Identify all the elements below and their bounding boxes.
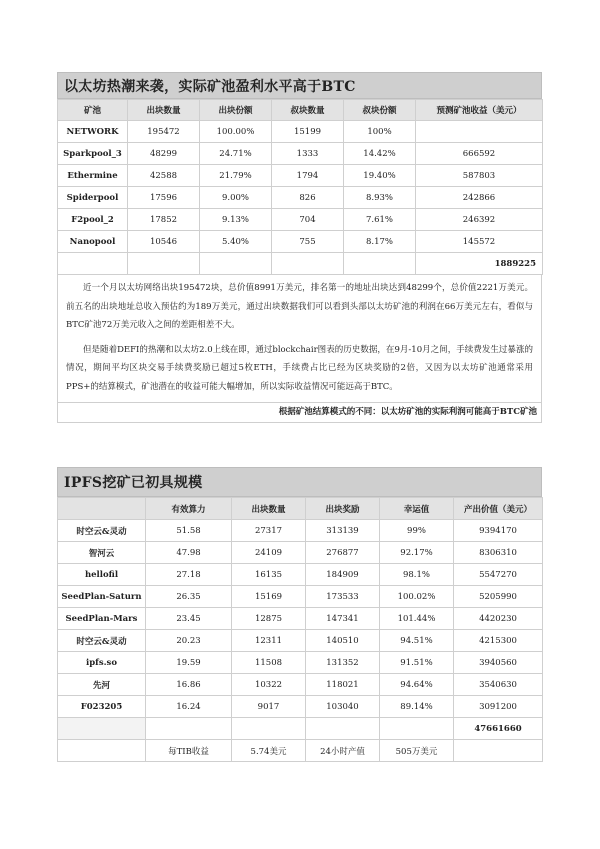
blocks-cell: 12875 bbox=[232, 608, 306, 630]
ipfs-table-header-row bbox=[58, 498, 543, 520]
ipfs-section-title: IPFS挖矿已初具规模 bbox=[57, 467, 542, 497]
blocks-cell: 11508 bbox=[232, 652, 306, 674]
reward-cell: 313139 bbox=[306, 520, 380, 542]
summary-row bbox=[58, 740, 543, 762]
miner-name: 时空云&灵动 bbox=[58, 520, 146, 542]
power-cell: 16.86 bbox=[146, 674, 232, 696]
table-row bbox=[58, 674, 543, 696]
reward-cell: 118021 bbox=[306, 674, 380, 696]
luck-cell: 98.1% bbox=[380, 564, 454, 586]
pool-name: Nanopool bbox=[58, 231, 128, 253]
luck-cell: 99% bbox=[380, 520, 454, 542]
ipfs-section bbox=[57, 467, 542, 762]
reward-cell: 276877 bbox=[306, 542, 380, 564]
pool-name: Spiderpool bbox=[58, 187, 128, 209]
header-miner bbox=[58, 498, 146, 520]
luck-cell: 94.51% bbox=[380, 630, 454, 652]
revenue-cell: 145572 bbox=[416, 231, 543, 253]
table-row bbox=[58, 231, 543, 253]
power-cell: 19.59 bbox=[146, 652, 232, 674]
block-share-cell: 9.13% bbox=[200, 209, 272, 231]
blocks-cell: 17596 bbox=[128, 187, 200, 209]
power-cell: 16.24 bbox=[146, 696, 232, 718]
power-cell: 23.45 bbox=[146, 608, 232, 630]
header-value: 产出价值（美元） bbox=[454, 498, 543, 520]
pool-name: Ethermine bbox=[58, 165, 128, 187]
blocks-cell: 42588 bbox=[128, 165, 200, 187]
uncle-share-cell: 8.93% bbox=[344, 187, 416, 209]
luck-cell: 92.17% bbox=[380, 542, 454, 564]
table-row bbox=[58, 143, 543, 165]
table-row bbox=[58, 520, 543, 542]
value-cell: 3091200 bbox=[454, 696, 543, 718]
blocks-cell: 9017 bbox=[232, 696, 306, 718]
blocks-cell: 48299 bbox=[128, 143, 200, 165]
luck-cell: 89.14% bbox=[380, 696, 454, 718]
paragraph-2: 但是随着DEFI的热潮和以太坊2.0上线在即，通过blockchair图表的历史数据，在9月-10月之间，手续费发生过暴涨的情况，期间平均区块交易手续费奖励已超过5枚ETH，手续费占比已经为区块奖励的2倍，又因为以太坊矿池通常采用PPS+的结算模式，矿池潜在的收益可能大幅增加，所以实际收益情况可能远高于BTC。 bbox=[66, 344, 533, 392]
miner-name: SeedPlan-Saturn bbox=[58, 586, 146, 608]
eth-section-title: 以太坊热潮来袭，实际矿池盈利水平高于BTC bbox=[57, 72, 542, 99]
revenue-cell: 246392 bbox=[416, 209, 543, 231]
table-row bbox=[58, 564, 543, 586]
total-row bbox=[58, 718, 543, 740]
power-cell: 51.58 bbox=[146, 520, 232, 542]
reward-cell: 131352 bbox=[306, 652, 380, 674]
uncles-cell: 1333 bbox=[272, 143, 344, 165]
value-cell: 4215300 bbox=[454, 630, 543, 652]
blocks-cell: 12311 bbox=[232, 630, 306, 652]
luck-cell: 91.51% bbox=[380, 652, 454, 674]
header-reward: 出块奖励 bbox=[306, 498, 380, 520]
miner-name: F023205 bbox=[58, 696, 146, 718]
uncles-cell: 755 bbox=[272, 231, 344, 253]
table-row bbox=[58, 542, 543, 564]
table-row bbox=[58, 608, 543, 630]
uncles-cell: 704 bbox=[272, 209, 344, 231]
blocks-cell: 17852 bbox=[128, 209, 200, 231]
miner-name: SeedPlan-Mars bbox=[58, 608, 146, 630]
miner-name: 时空云&灵动 bbox=[58, 630, 146, 652]
revenue-cell: 666592 bbox=[416, 143, 543, 165]
total-row bbox=[58, 253, 543, 275]
header-block-share: 出块份额 bbox=[200, 100, 272, 121]
value-cell: 5205990 bbox=[454, 586, 543, 608]
header-luck: 幸运值 bbox=[380, 498, 454, 520]
uncle-share-cell: 8.17% bbox=[344, 231, 416, 253]
header-uncle-share: 叔块份额 bbox=[344, 100, 416, 121]
paragraph-1: 近一个月以太坊网络出块195472块，总价值8991万美元，排名第一的地址出块达到48299个，总价值2221万美元。前五名的出块地址总收入预估约为189万美元，通过出块数据我们可以看到头部以太坊矿池的利润在66万美元左右，看似与BTC矿池72万美元收入之间的差距相差不大。 bbox=[66, 283, 533, 330]
miner-name: 智河云 bbox=[58, 542, 146, 564]
blocks-cell: 24109 bbox=[232, 542, 306, 564]
pool-name: Sparkpool_3 bbox=[58, 143, 128, 165]
blocks-cell: 27317 bbox=[232, 520, 306, 542]
revenue-cell: 587803 bbox=[416, 165, 543, 187]
uncles-cell: 15199 bbox=[272, 121, 344, 143]
ipfs-total-value: 47661660 bbox=[454, 718, 543, 740]
reward-cell: 173533 bbox=[306, 586, 380, 608]
value-cell: 8306310 bbox=[454, 542, 543, 564]
reward-cell: 147341 bbox=[306, 608, 380, 630]
pool-name: NETWORK bbox=[58, 121, 128, 143]
table-row bbox=[58, 187, 543, 209]
blocks-cell: 15169 bbox=[232, 586, 306, 608]
value-cell: 4420230 bbox=[454, 608, 543, 630]
luck-cell: 101.44% bbox=[380, 608, 454, 630]
block-share-cell: 9.00% bbox=[200, 187, 272, 209]
revenue-cell bbox=[416, 121, 543, 143]
header-blocks: 出块数量 bbox=[128, 100, 200, 121]
per-tib-label: 每TIB收益 bbox=[146, 740, 232, 762]
table-row bbox=[58, 630, 543, 652]
ipfs-miner-table bbox=[57, 497, 543, 762]
power-cell: 20.23 bbox=[146, 630, 232, 652]
uncle-share-cell: 7.61% bbox=[344, 209, 416, 231]
table-row bbox=[58, 586, 543, 608]
eth-pool-table bbox=[57, 99, 543, 275]
uncle-share-cell: 19.40% bbox=[344, 165, 416, 187]
daily-output-label: 24小时产值 bbox=[306, 740, 380, 762]
eth-conclusion-note: 根据矿池结算模式的不同：以太坊矿池的实际利润可能高于BTC矿池 bbox=[57, 403, 542, 423]
revenue-cell: 242866 bbox=[416, 187, 543, 209]
uncle-share-cell: 100% bbox=[344, 121, 416, 143]
block-share-cell: 24.71% bbox=[200, 143, 272, 165]
table-row bbox=[58, 652, 543, 674]
header-pool: 矿池 bbox=[58, 100, 128, 121]
table-row bbox=[58, 121, 543, 143]
eth-total-revenue: 1889225 bbox=[416, 253, 543, 275]
pool-name: F2pool_2 bbox=[58, 209, 128, 231]
header-power: 有效算力 bbox=[146, 498, 232, 520]
block-share-cell: 21.79% bbox=[200, 165, 272, 187]
header-revenue: 预测矿池收益（美元） bbox=[416, 100, 543, 121]
table-row bbox=[58, 165, 543, 187]
value-cell: 5547270 bbox=[454, 564, 543, 586]
miner-name: hellofil bbox=[58, 564, 146, 586]
luck-cell: 94.64% bbox=[380, 674, 454, 696]
value-cell: 9394170 bbox=[454, 520, 543, 542]
uncle-share-cell: 14.42% bbox=[344, 143, 416, 165]
daily-output-value: 505万美元 bbox=[380, 740, 454, 762]
table-row bbox=[58, 696, 543, 718]
miner-name: ipfs.so bbox=[58, 652, 146, 674]
uncles-cell: 1794 bbox=[272, 165, 344, 187]
header-uncles: 叔块数量 bbox=[272, 100, 344, 121]
value-cell: 3540630 bbox=[454, 674, 543, 696]
power-cell: 47.98 bbox=[146, 542, 232, 564]
power-cell: 26.35 bbox=[146, 586, 232, 608]
value-cell: 3940560 bbox=[454, 652, 543, 674]
miner-name: 先河 bbox=[58, 674, 146, 696]
blocks-cell: 10546 bbox=[128, 231, 200, 253]
reward-cell: 103040 bbox=[306, 696, 380, 718]
block-share-cell: 5.40% bbox=[200, 231, 272, 253]
table-row bbox=[58, 209, 543, 231]
reward-cell: 140510 bbox=[306, 630, 380, 652]
header-blocks: 出块数量 bbox=[232, 498, 306, 520]
luck-cell: 100.02% bbox=[380, 586, 454, 608]
reward-cell: 184909 bbox=[306, 564, 380, 586]
eth-section bbox=[57, 72, 542, 423]
blocks-cell: 195472 bbox=[128, 121, 200, 143]
uncles-cell: 826 bbox=[272, 187, 344, 209]
per-tib-value: 5.74美元 bbox=[232, 740, 306, 762]
eth-table-header-row bbox=[58, 100, 543, 121]
power-cell: 27.18 bbox=[146, 564, 232, 586]
blocks-cell: 16135 bbox=[232, 564, 306, 586]
blocks-cell: 10322 bbox=[232, 674, 306, 696]
block-share-cell: 100.00% bbox=[200, 121, 272, 143]
eth-analysis-text bbox=[57, 275, 542, 403]
